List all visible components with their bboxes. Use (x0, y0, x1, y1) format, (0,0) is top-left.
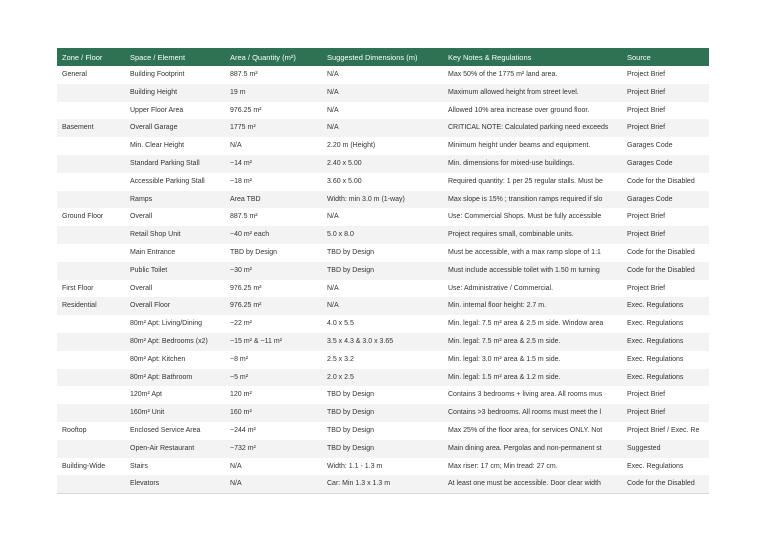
space-cell: Public Toilet (130, 266, 168, 274)
table-row (57, 280, 709, 298)
zone-cell (57, 386, 125, 404)
space-cell: Min. Clear Height (130, 142, 185, 150)
notes-cell: Max 25% of the floor area, for services ONLY. Not (448, 426, 603, 434)
notes-cell: Maximum allowed height from street level. (448, 88, 579, 96)
table-row (57, 119, 709, 137)
header-space-element: Space / Element (130, 52, 186, 62)
dimensions-cell: Car: Min 1.3 x 1.3 m (327, 480, 391, 488)
source-cell: Project Brief (627, 88, 666, 96)
dimensions-cell: N/A (327, 302, 339, 310)
source-cell: Garages Code (627, 142, 673, 150)
dimensions-cell: N/A (327, 71, 339, 78)
space-cell: Open-Air Restaurant (130, 444, 195, 452)
dimensions-cell: Width: 1.1 - 1.3 m (327, 462, 383, 470)
area-cell: Area TBD (230, 195, 261, 203)
notes-cell: Min. internal floor height: 2.7 m. (448, 302, 547, 310)
table-row (57, 297, 709, 315)
table-row (57, 351, 709, 369)
notes-cell: Max slope is 15% ; transition ramps required if slo (448, 195, 603, 203)
space-cell: 80m² Apt: Living/Dining (130, 320, 202, 328)
area-cell: ~244 m² (230, 426, 256, 434)
zone-cell (57, 369, 125, 387)
space-cell: 80m² Apt: Bedrooms (x2) (130, 337, 208, 345)
zone-cell: First Floor (62, 284, 94, 292)
zone-cell (57, 475, 125, 493)
dimensions-cell: 2.0 x 2.5 (327, 373, 354, 381)
area-cell: 976.25 m² (230, 302, 262, 310)
notes-cell: Use: Commercial Shops. Must be fully accessible (448, 213, 602, 221)
notes-cell: Required quantity: 1 per 25 regular stalls. Must be (448, 177, 603, 185)
source-cell: Code for the Disabled (627, 480, 695, 488)
dimensions-cell: 4.0 x 5.5 (327, 320, 354, 328)
space-cell: Overall Garage (130, 124, 178, 132)
zone-cell (57, 404, 125, 422)
header-area-quantity: Area / Quantity (m²) (230, 52, 296, 62)
source-cell: Exec. Regulations (627, 462, 684, 470)
space-cell: Building Footprint (130, 71, 185, 78)
table-header (57, 48, 709, 66)
dimensions-cell: TBD by Design (327, 266, 375, 274)
space-cell: Upper Floor Area (130, 106, 184, 114)
zone-cell: Rooftop (62, 426, 87, 434)
area-cell: ~40 m² each (230, 231, 270, 239)
source-cell: Project Brief (627, 391, 666, 399)
space-cell: Overall (130, 213, 153, 221)
source-cell: Exec. Regulations (627, 337, 684, 345)
notes-cell: Must include accessible toilet with 1.50 m turning (448, 266, 600, 274)
source-cell: Exec. Regulations (627, 373, 684, 381)
zone-cell (57, 191, 125, 209)
source-cell: Project Brief (627, 231, 666, 239)
header-source: Source (627, 52, 651, 62)
dimensions-cell: TBD by Design (327, 391, 375, 399)
dimensions-cell: 2.5 x 3.2 (327, 355, 354, 363)
dimensions-cell: Width: min 3.0 m (1-way) (327, 195, 405, 203)
table-row (57, 315, 709, 333)
table-row (57, 137, 709, 155)
table-row (57, 66, 709, 84)
zone-cell: Ground Floor (62, 213, 104, 221)
source-cell: Code for the Disabled (627, 177, 695, 185)
table-row (57, 458, 709, 476)
source-cell: Suggested (627, 444, 661, 452)
area-cell: N/A (230, 480, 242, 488)
source-cell: Exec. Regulations (627, 320, 684, 328)
zone-cell (57, 315, 125, 333)
header-key-notes: Key Notes & Regulations (448, 52, 532, 62)
notes-cell: Main dining area. Pergolas and non-permanent st (448, 444, 602, 452)
source-cell: Exec. Regulations (627, 355, 684, 363)
notes-cell: Min. legal: 1.5 m² area & 1.2 m side. (448, 373, 561, 381)
dimensions-cell: 3.5 x 4.3 & 3.0 x 3.65 (327, 337, 394, 345)
space-cell: Ramps (130, 195, 153, 203)
space-cell: Building Height (130, 88, 178, 96)
source-cell: Project Brief / Exec. Re (627, 426, 700, 434)
area-cell: ~18 m² (230, 177, 252, 185)
source-cell: Project Brief (627, 284, 666, 292)
dimensions-cell: N/A (327, 284, 339, 292)
notes-cell: Min. legal: 7.5 m² area & 2.5 m side. (448, 337, 561, 345)
table-row (57, 173, 709, 191)
notes-cell: Contains 3 bedrooms + living area. All rooms mus (448, 391, 603, 399)
area-cell: 887.5 m² (230, 213, 258, 221)
table-row (57, 475, 709, 493)
area-cell: ~22 m² (230, 320, 252, 328)
zone-cell: Residential (62, 302, 97, 310)
area-cell: 887.5 m² (230, 71, 258, 78)
area-cell: 976.25 m² (230, 106, 262, 114)
notes-cell: Max 50% of the 1775 m² land area. (448, 71, 558, 78)
table-row (57, 208, 709, 226)
table-bottom-rule (57, 493, 709, 494)
table-row (57, 155, 709, 173)
source-cell: Project Brief (627, 213, 666, 221)
space-cell: Enclosed Service Area (130, 426, 201, 434)
area-cell: ~14 m² (230, 159, 252, 167)
zone-cell: Basement (62, 124, 94, 132)
header-zone-floor: Zone / Floor (62, 52, 103, 62)
space-cell: Standard Parking Stall (130, 159, 200, 167)
source-cell: Exec. Regulations (627, 302, 684, 310)
source-cell: Code for the Disabled (627, 266, 695, 274)
notes-cell: Max riser: 17 cm; Min tread: 27 cm. (448, 462, 558, 470)
zone-cell (57, 333, 125, 351)
dimensions-cell: 2.20 m (Height) (327, 142, 376, 150)
zone-cell (57, 440, 125, 458)
zone-cell (57, 226, 125, 244)
design-requirements-table (57, 48, 709, 493)
zone-cell (57, 173, 125, 191)
table-row (57, 262, 709, 280)
area-cell: 19 m (230, 88, 246, 96)
table-row (57, 404, 709, 422)
dimensions-cell: TBD by Design (327, 248, 375, 256)
area-cell: ~30 m² (230, 266, 252, 274)
notes-cell: Allowed 10% area increase over ground floor. (448, 106, 590, 114)
space-cell: 80m² Apt: Kitchen (130, 355, 186, 363)
space-cell: Accessible Parking Stall (130, 177, 205, 185)
notes-cell: CRITICAL NOTE: Calculated parking need exceeds (448, 124, 609, 132)
space-cell: Main Entrance (130, 248, 176, 256)
table-row (57, 422, 709, 440)
zone-cell (57, 102, 125, 120)
dimensions-cell: N/A (327, 106, 339, 114)
table-row (57, 369, 709, 387)
notes-cell: Contains >3 bedrooms. All rooms must meet the l (448, 409, 602, 417)
table-row (57, 226, 709, 244)
table-row (57, 333, 709, 351)
dimensions-cell: N/A (327, 124, 339, 132)
notes-cell: Min. legal: 7.5 m² area & 2.5 m side. Window area (448, 320, 604, 328)
area-cell: TBD by Design (230, 248, 278, 256)
zone-cell: Building-Wide (62, 462, 106, 470)
area-cell: ~15 m² & ~11 m² (230, 337, 283, 345)
table-row (57, 440, 709, 458)
space-cell: 120m² Apt (130, 391, 162, 399)
area-cell: ~732 m² (230, 444, 256, 452)
area-cell: ~8 m² (230, 355, 249, 363)
area-cell: ~5 m² (230, 373, 249, 381)
source-cell: Garages Code (627, 195, 673, 203)
source-cell: Project Brief (627, 409, 666, 417)
dimensions-cell: 3.60 x 5.00 (327, 177, 362, 185)
space-cell: Overall Floor (130, 302, 171, 310)
zone-cell (57, 137, 125, 155)
space-cell: Retail Shop Unit (130, 231, 181, 239)
source-cell: Project Brief (627, 71, 666, 78)
area-cell: 120 m² (230, 391, 252, 399)
table-row (57, 244, 709, 262)
specification-sheet (57, 48, 709, 496)
source-cell: Code for the Disabled (627, 248, 695, 256)
table-row (57, 102, 709, 120)
area-cell: 160 m² (230, 409, 252, 417)
table-row (57, 84, 709, 102)
dimensions-cell: TBD by Design (327, 444, 375, 452)
notes-cell: Must be accessible, with a max ramp slope of 1:1 (448, 248, 601, 256)
source-cell: Project Brief (627, 106, 666, 114)
notes-cell: Min. legal: 3.0 m² area & 1.5 m side. (448, 355, 561, 363)
table-row (57, 191, 709, 209)
notes-cell: Min. dimensions for mixed-use buildings. (448, 159, 575, 167)
space-cell: Stairs (130, 462, 148, 470)
notes-cell: Project requires small, combinable units. (448, 231, 574, 239)
table-body (57, 66, 709, 493)
zone-cell (57, 155, 125, 173)
area-cell: N/A (230, 142, 242, 150)
area-cell: N/A (230, 462, 242, 470)
space-cell: Elevators (130, 480, 160, 488)
notes-cell: At least one must be accessible. Door clear width (448, 480, 601, 488)
zone-cell: General (62, 71, 87, 78)
zone-cell (57, 351, 125, 369)
zone-cell (57, 262, 125, 280)
area-cell: 976.25 m² (230, 284, 262, 292)
header-row (57, 48, 709, 66)
space-cell: 160m² Unit (130, 409, 165, 417)
zone-cell (57, 244, 125, 262)
header-suggested-dimensions: Suggested Dimensions (m) (327, 52, 418, 62)
space-cell: 80m² Apt: Bathroom (130, 373, 193, 381)
area-cell: 1775 m² (230, 124, 256, 132)
table-row (57, 386, 709, 404)
dimensions-cell: 2.40 x 5.00 (327, 159, 362, 167)
dimensions-cell: N/A (327, 213, 339, 221)
dimensions-cell: N/A (327, 88, 339, 96)
source-cell: Garages Code (627, 159, 673, 167)
space-cell: Overall (130, 284, 153, 292)
dimensions-cell: 5.0 x 8.0 (327, 231, 354, 239)
source-cell: Project Brief (627, 124, 666, 132)
dimensions-cell: TBD by Design (327, 409, 375, 417)
notes-cell: Use: Administrative / Commercial. (448, 284, 554, 292)
zone-cell (57, 84, 125, 102)
dimensions-cell: TBD by Design (327, 426, 375, 434)
notes-cell: Minimum height under beams and equipment. (448, 142, 591, 150)
